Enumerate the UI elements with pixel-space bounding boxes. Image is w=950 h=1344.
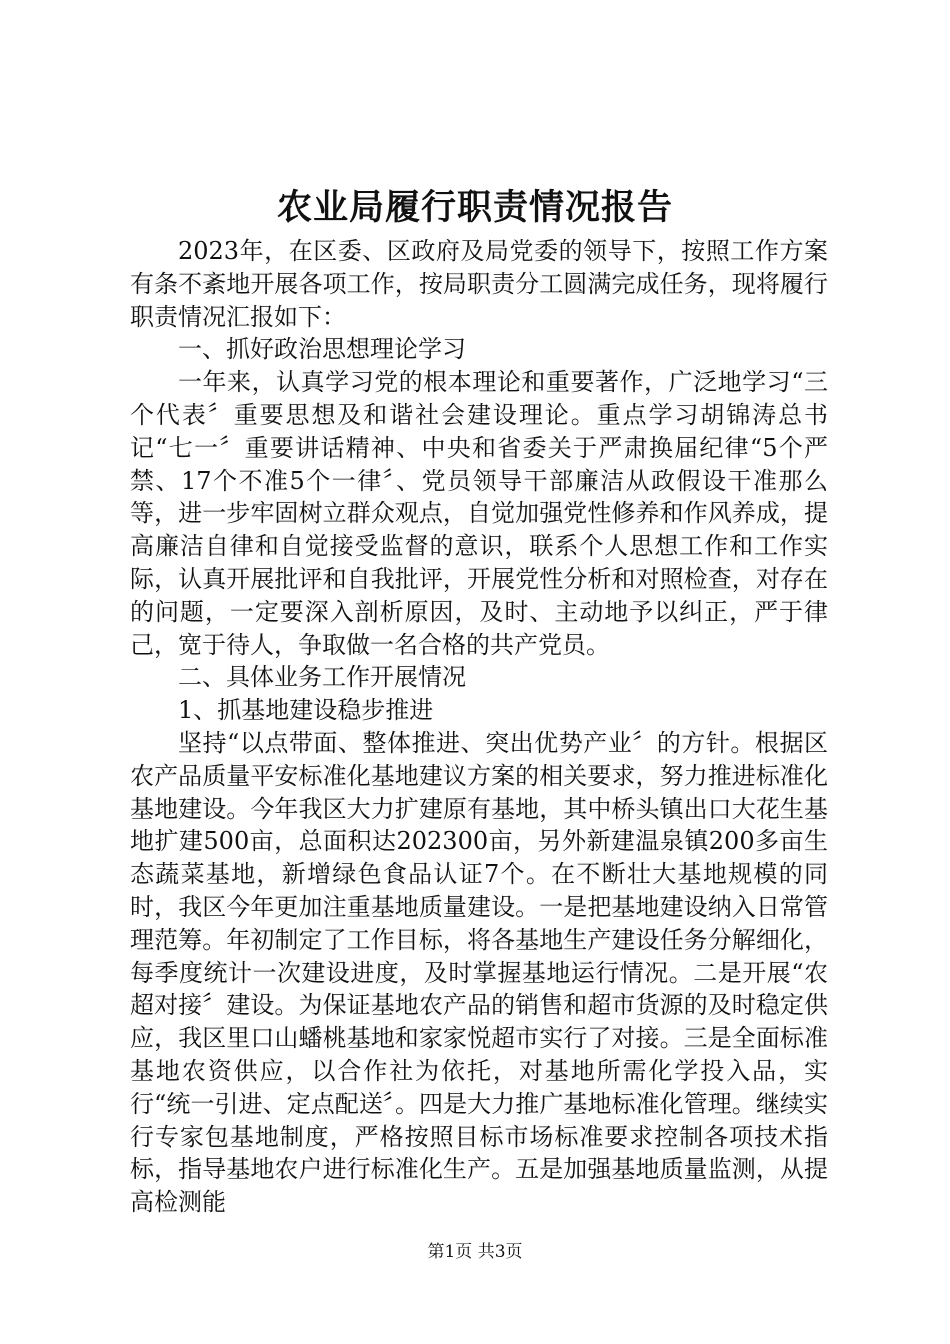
page-footer: 第1页 共3页 (427, 1242, 523, 1262)
intro-paragraph: 2023年，在区委、区政府及局党委的领导下，按照工作方案有条不紊地开展各项工作，按局职责分工圆满完成任务，现将履行职责情况汇报如下： (130, 237, 828, 331)
section-heading-2: 二、具体业务工作开展情况 (178, 663, 466, 692)
body-paragraph: 坚持“以点带面、整体推进、突出优势产业〞的方针。根据区农产品质量平安标准化基地建议方案的相关要求，努力推进标准化基地建设。今年我区大力扩建原有基地，其中桥头镇出口大花生基地扩建500亩，总面积达202300亩，另外新建温泉镇200多亩生态蔬菜基地，新增绿色食品认证7个。在不断壮大基地规模的同时，我区今年更加注重基地质量建设。一是把基地建设纳入日常管理范筹。年初制定了工作目标，将各基地生产建设任务分解细化，每季度统计一次建设进度，及时掌握基地运行情况。二是开展“农超对接〞建设。为保证基地农产品的销售和超市货源的及时稳定供应，我区里口山蟠桃基地和家家悦超市实行了对接。三是全面标准基地农资供应，以合作社为依托，对基地所需化学投入品，实行“统一引进、定点配送〞。四是大力推广基地标准化管理。继续实行专家包基地制度，严格按照目标市场标准要求控制各项技术指标，指导基地农户进行标准化生产。五是加强基地质量监测，从提高检测能 (130, 728, 828, 1217)
subsection-heading-1: 1、抓基地建设稳步推进 (178, 696, 434, 725)
document-title: 农业局履行职责情况报告 (276, 187, 673, 228)
document-body (130, 235, 828, 1219)
body-paragraph: 一年来，认真学习党的根本理论和重要著作，广泛地学习“三个代表〞重要思想及和谐社会建设理论。重点学习胡锦涛总书记“七一〞重要讲话精神、中央和省委关于严肃换届纪律“5个严禁、17个不准5个一律〞、党员领导干部廉洁从政假设干准那么等，进一步牢固树立群众观点，自觉加强党性修养和作风养成，提高廉洁自律和自觉接受监督的意识，联系个人思想工作和工作实际，认真开展批评和自我批评，开展党性分析和对照检查，对存在的问题，一定要深入剖析原因，及时、主动地予以纠正，严于律己，宽于待人，争取做一名合格的共产党员。 (130, 368, 828, 659)
section-heading-1: 一、抓好政治思想理论学习 (178, 335, 466, 364)
